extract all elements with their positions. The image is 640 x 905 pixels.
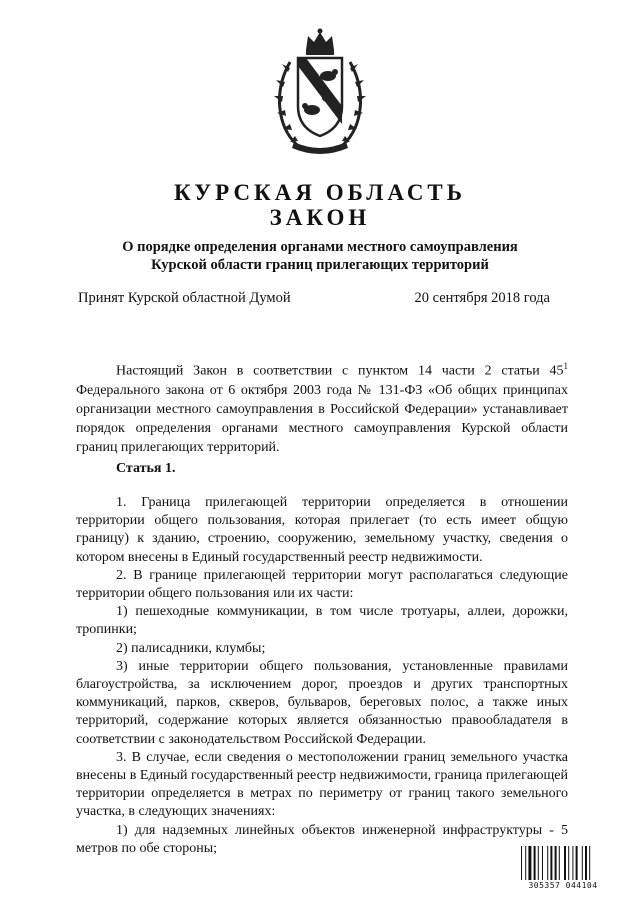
article-heading: Статья 1.	[116, 461, 176, 476]
barcode-bar	[585, 846, 587, 880]
barcode-bars	[520, 846, 606, 880]
subtitle-line-1: О порядке определения органами местного самоуправления	[122, 239, 518, 255]
barcode-bar	[564, 846, 566, 880]
law-subtitle	[70, 238, 570, 274]
paragraph: 3) иные территории общего пользования, установленные правилами благоустройства, за исключением дорог, проездов и других транспортных коммуникаций, парков, скверов, бульваров, береговых полос, а также иных территорий, содержание которых является обязанностью правообладателя в соответствии с законодательством Российской Федерации.	[76, 658, 568, 747]
barcode-bar	[534, 846, 536, 880]
barcode-number: 305357 044104	[528, 881, 598, 890]
barcode-bar	[582, 846, 583, 880]
paragraph: 1. Граница прилегающей территории определяется в отношении территории общего пользования, которая прилегает (то есть имеет общую границу) к зданию, строению, сооружению, земельному участку, сведения о котором внесены в Единый государственный реестр недвижимости.	[76, 495, 568, 565]
barcode-bar	[589, 846, 590, 880]
intro-text-part1: Настоящий Закон в соответствии с пунктом 14 части 2 статьи 45	[116, 363, 564, 379]
region-title: КУРСКАЯ ОБЛАСТЬ	[174, 180, 466, 205]
barcode	[520, 846, 606, 892]
intro-paragraph	[76, 357, 568, 457]
barcode-bar	[555, 846, 557, 880]
paragraph: 2) палисадники, клумбы;	[116, 640, 266, 656]
paragraph: 3. В случае, если сведения о местоположении границ земельного участка внесены в Единый государственный реестр недвижимости, граница прилегающей территории определяется в метрах по периметру от границ такого земельного участка, в следующих значениях:	[76, 749, 568, 820]
barcode-bar	[550, 846, 552, 880]
barcode-bar	[525, 846, 526, 880]
barcode-bar	[538, 846, 539, 880]
adopted-date: 20 сентября 2018 года	[414, 290, 550, 306]
adopted-by: Принят Курской областной Думой	[78, 290, 291, 306]
barcode-bar	[568, 846, 569, 880]
barcode-bar	[521, 846, 522, 880]
barcode-bar	[528, 846, 531, 880]
barcode-bar	[542, 846, 543, 880]
barcode-bar	[547, 846, 548, 880]
article-body	[76, 494, 568, 858]
barcode-bar	[559, 846, 560, 880]
paragraph: 1) для надземных линейных объектов инженерной инфраструктуры - 5 метров по обе стороны;	[76, 822, 568, 856]
subtitle-line-2: Курской области границ прилегающих территорий	[151, 257, 489, 273]
paragraph: 2. В границе прилегающей территории могут располагаться следующие территории общего пользования или их части:	[76, 567, 568, 602]
intro-superscript: 1	[563, 361, 568, 371]
coat-of-arms-emblem	[268, 28, 372, 156]
barcode-bar	[572, 846, 573, 880]
intro-text-part2: Федерального закона от 6 октября 2003 года № 131-ФЗ «Об общих принципах организации местного самоуправления в Российской Федерации» устанавливает порядок определения органами местного самоуправления Курской области границ прилегающих территорий.	[76, 382, 568, 455]
paragraph: 1) пешеходные коммуникации, в том числе тротуары, аллеи, дорожки, тропинки;	[76, 604, 568, 638]
document-type-title: ЗАКОН	[269, 205, 371, 230]
barcode-bar	[576, 846, 578, 880]
